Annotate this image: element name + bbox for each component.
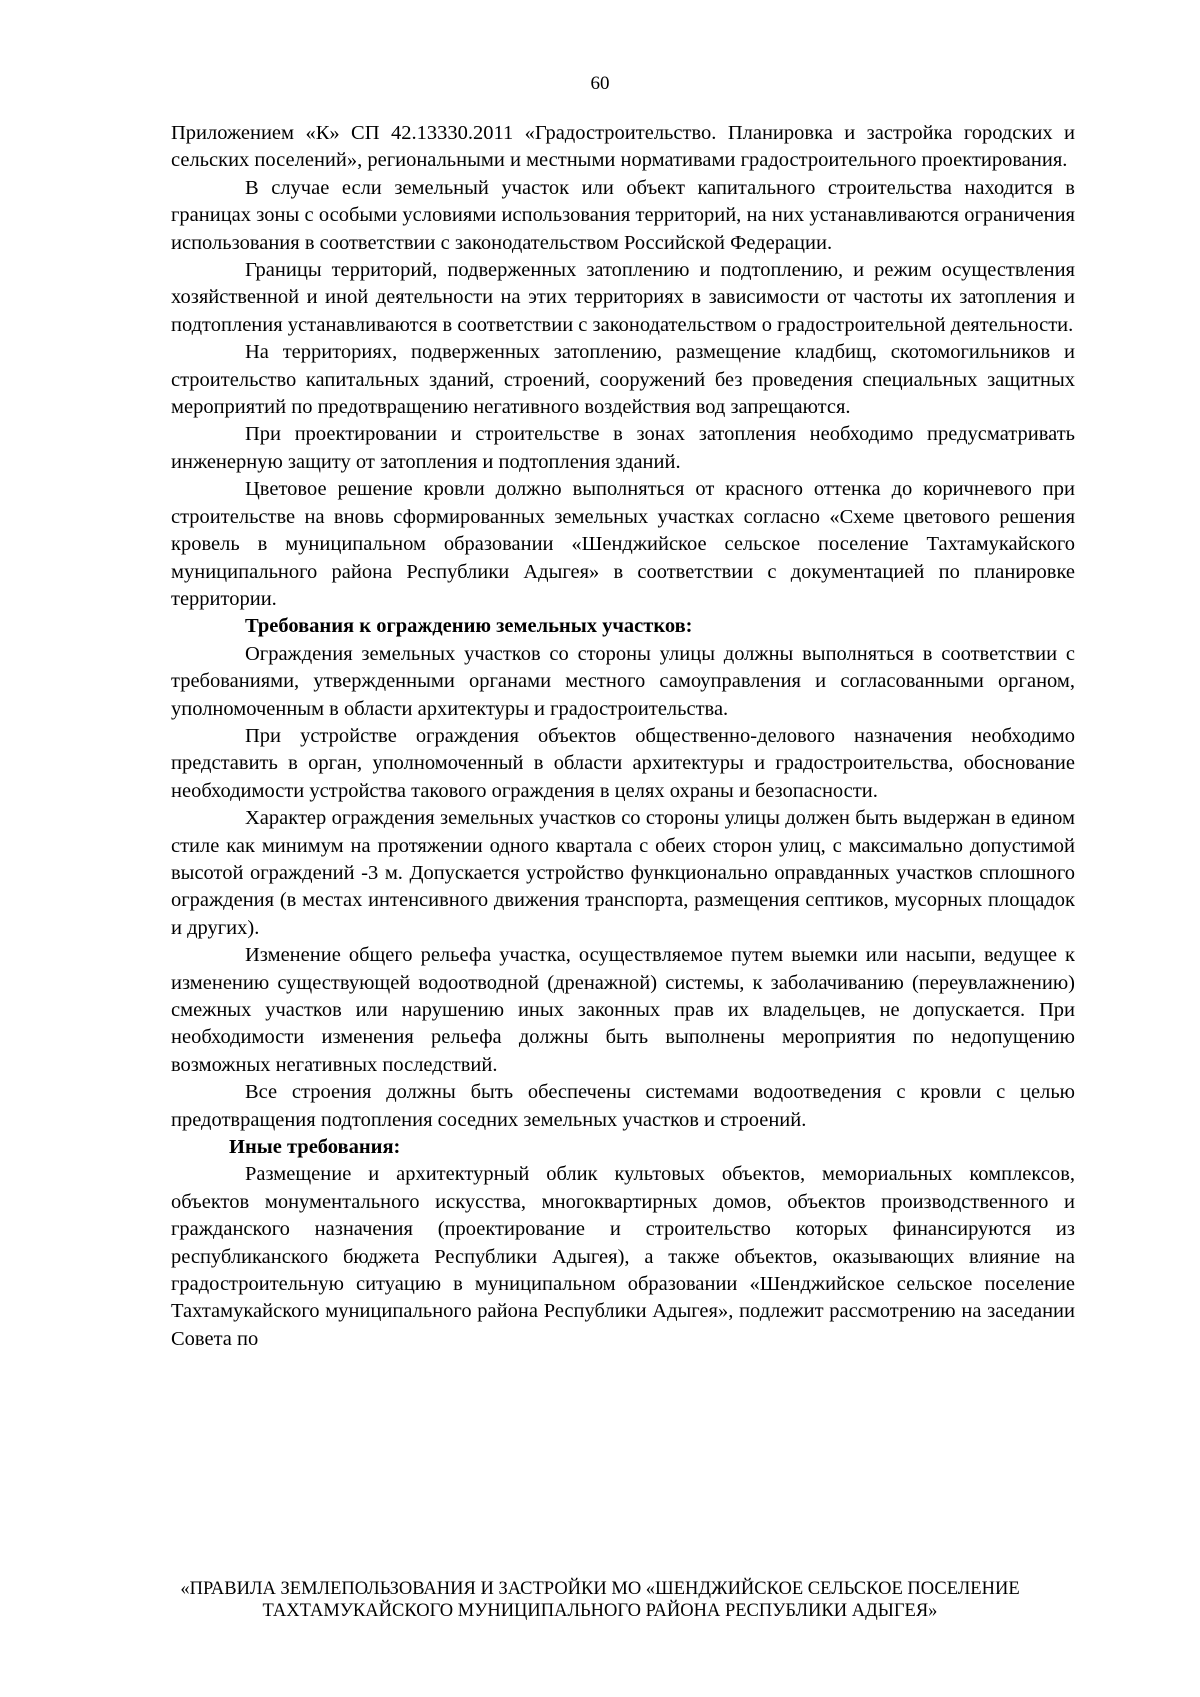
- paragraph: На территориях, подверженных затоплению, размещение кладбищ, скотомогильников и строительство капитальных зданий, строений, сооружений без проведения специальных защитных мероприятий по предотвращению негативного воздействия вод запрещаются.: [171, 341, 1075, 419]
- paragraph: При устройстве ограждения объектов общественно-делового назначения необходимо представить в орган, уполномоченный в области архитектуры и градостроительства, обоснование необходимости устройства такового ограждения в целях охраны и безопасности.: [171, 724, 1075, 802]
- paragraph: При проектировании и строительстве в зонах затопления необходимо предусматривать инженерную защиту от затопления и подтопления зданий.: [171, 423, 1075, 473]
- section-heading-other: Иные требования:: [229, 1136, 401, 1159]
- section-heading-fence: Требования к ограждению земельных участков:: [245, 615, 693, 638]
- document-body: [171, 120, 1075, 1353]
- page-footer: [0, 1578, 1200, 1622]
- paragraph: В случае если земельный участок или объект капитального строительства находится в границах зоны с особыми условиями использования территорий, на них устанавливаются ограничения использования в соответствии с законодательством Российской Федерации.: [171, 176, 1075, 254]
- footer-line: ТАХТАМУКАЙСКОГО МУНИЦИПАЛЬНОГО РАЙОНА РЕСПУБЛИКИ АДЫГЕЯ»: [262, 1601, 938, 1621]
- page-number: 60: [590, 73, 610, 94]
- footer-line: «ПРАВИЛА ЗЕМЛЕПОЛЬЗОВАНИЯ И ЗАСТРОЙКИ МО «ШЕНДЖИЙСКОЕ СЕЛЬСКОЕ ПОСЕЛЕНИЕ: [180, 1579, 1020, 1599]
- paragraph: Цветовое решение кровли должно выполняться от красного оттенка до коричневого при строительстве на вновь сформированных земельных участках согласно «Схеме цветового решения кровель в муниципальном образовании «Шенджийское сельское поселение Тахтамукайского муниципального района Республики Адыгея» в соответствии с документацией по планировке территории.: [171, 478, 1075, 610]
- paragraph: Характер ограждения земельных участков со стороны улицы должен быть выдержан в едином стиле как минимум на протяжении одного квартала с обеих сторон улиц, с максимально допустимой высотой ограждений -3 м. Допускается устройство функционально оправданных участков сплошного ограждения (в местах интенсивного движения транспорта, размещения септиков, мусорных площадок и других).: [171, 807, 1075, 939]
- paragraph: Все строения должны быть обеспечены системами водоотведения с кровли с целью предотвращения подтопления соседних земельных участков и строений.: [171, 1081, 1075, 1131]
- paragraph: Приложением «К» СП 42.13330.2011 «Градостроительство. Планировка и застройка городских и сельских поселений», региональными и местными нормативами градостроительного проектирования.: [171, 122, 1075, 172]
- paragraph: Ограждения земельных участков со стороны улицы должны выполняться в соответствии с требованиями, утвержденными органами местного самоуправления и согласованными органом, уполномоченным в области архитектуры и градостроительства.: [171, 642, 1075, 720]
- paragraph: Границы территорий, подверженных затоплению и подтоплению, и режим осуществления хозяйственной и иной деятельности на этих территориях в зависимости от частоты их затопления и подтопления устанавливаются в соответствии с законодательством о градостроительной деятельности.: [171, 259, 1075, 336]
- paragraph: Изменение общего рельефа участка, осуществляемое путем выемки или насыпи, ведущее к изменению существующей водоотводной (дренажной) системы, к заболачиванию (переувлажнению) смежных участков или нарушению иных законных прав их владельцев, не допускается. При необходимости изменения рельефа должны быть выполнены мероприятия по недопущению возможных негативных последствий.: [171, 944, 1075, 1076]
- paragraph: Размещение и архитектурный облик культовых объектов, мемориальных комплексов, объектов монументального искусства, многоквартирных домов, объектов производственного и гражданского назначения (проектирование и строительство которых финансируются из республиканского бюджета Республики Адыгея), а также объектов, оказывающих влияние на градостроительную ситуацию в муниципальном образовании «Шенджийское сельское поселение Тахтамукайского муниципального района Республики Адыгея», подлежит рассмотрению на заседании Совета по: [171, 1163, 1075, 1350]
